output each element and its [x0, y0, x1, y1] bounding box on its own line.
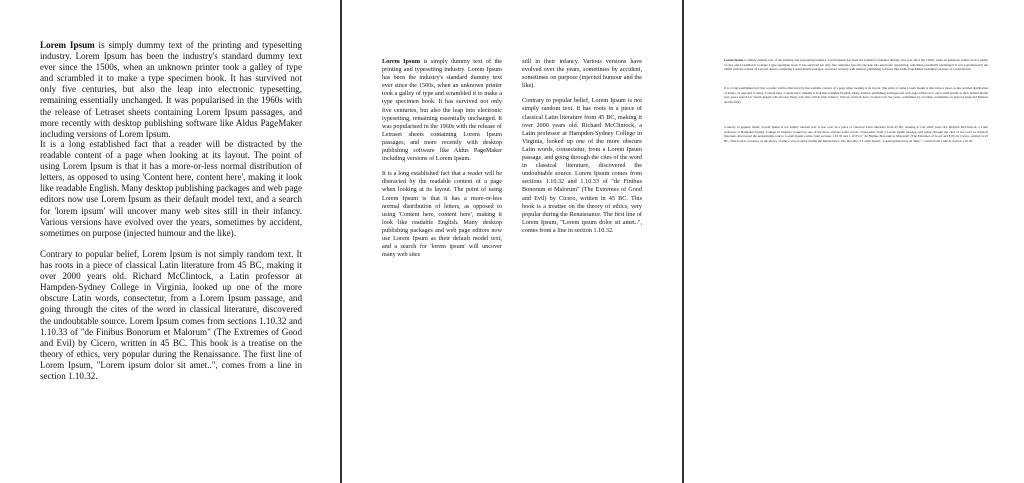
column-paragraph-2: It is a long established fact that a reader will be distracted by the readable content of a page when looking at its layout. The point of using Lorem Ipsum is that it has a more-or-less normal distribution of letters, as opposed to using 'Content here, content here', making it look like readable English. Many desktop publishing packages and web page editors now use Lorem Ipsum as their default model text, and a search for 'lorem ipsum' will uncover many web sites	[382, 170, 502, 259]
document-page-1	[0, 0, 340, 483]
column-left	[382, 58, 502, 266]
lorem-ipsum-term: Lorem Ipsum	[724, 58, 744, 62]
document-page-2	[342, 0, 682, 483]
paragraph-1-text: is simply dummy text of the printing and typesetting industry. Lorem Ipsum has been the industry's standard dummy text ever since the 1500s, when an unknown printer took a galley of type and scrambled it to make a type specimen book. It has survived not only five centuries, but also the leap into electronic typesetting, remaining essentially unchanged. It was popularised in the 1960s with the release of Letraset sheets containing Lorem Ipsum passages, and more recently with desktop publishing software like Aldus PageMaker including versions of Lorem Ipsum.	[724, 58, 989, 72]
small-paragraph-2: It is a long established fact that a reader will be distracted by the readable content of a page when looking at its layout. The point of using Lorem Ipsum is that it has a more-or-less normal distribution of letters, as opposed to using 'Content here, content here', making it look like readable English. Many desktop publishing packages and web page editors now use Lorem Ipsum as their default model text, and a search for 'lorem ipsum' will uncover many web sites still in their infancy. Various versions have evolved over the years, sometimes by accident, sometimes on purpose (injected humour and the like).	[724, 86, 988, 105]
column-paragraph-3: Contrary to popular belief, Lorem Ipsum is not simply random text. It has roots in a piece of classical Latin literature from 45 BC, making it over 2000 years old. Richard McClintock, a Latin professor at Hampden-Sydney College in Virginia, looked up one of the more obscure Latin words, consectetur, from a Lorem Ipsum passage, and going through the cites of the word in classical literature, discovered the undoubtable source. Lorem Ipsum comes from sections 1.10.32 and 1.10.33 of "de Finibus Bonorum et Malorum" (The Extremes of Good and Evil) by Cicero, written in 45 BC. This book is a treatise on the theory of ethics, very popular during the Renaissance. The first line of Lorem Ipsum, "Lorem ipsum dolor sit amet..", comes from a line in section 1.10.32.	[522, 97, 642, 234]
column-paragraph-1	[382, 58, 502, 163]
paragraph-1-text: is simply dummy text of the printing and typesetting industry. Lorem Ipsum has been the industry's standard dummy text ever since the 1500s, when an unknown printer took a galley of type and scrambled it to make a type specimen book. It has survived not only five centuries, but also the leap into electronic typesetting, remaining essentially unchanged. It was popularised in the 1960s with the release of Letraset sheets containing Lorem Ipsum passages, and more recently with desktop publishing software like Aldus PageMaker including versions of Lorem Ipsum.	[382, 58, 502, 163]
lorem-ipsum-term: Lorem Ipsum	[382, 58, 420, 65]
paragraph-1	[40, 40, 302, 140]
paragraph-3: Contrary to popular belief, Lorem Ipsum is not simply random text. It has roots in a piece of classical Latin literature from 45 BC, making it over 2000 years old. Richard McClintock, a Latin professor at Hampden-Sydney College in Virginia, looked up one of the more obscure Latin words, consectetur, from a Lorem Ipsum passage, and going through the cites of the word in classical literature, discovered the undoubtable source. Lorem Ipsum comes from sections 1.10.32 and 1.10.33 of "de Finibus Bonorum et Malorum" (The Extremes of Good and Evil) by Cicero, written in 45 BC. This book is a treatise on the theory of ethics, very popular during the Renaissance. The first line of Lorem Ipsum, "Lorem ipsum dolor sit amet..", comes from a line in section 1.10.32.	[40, 249, 302, 382]
small-paragraph-3: Contrary to popular belief, Lorem Ipsum is not simply random text. It has roots in a piece of classical Latin literature from 45 BC, making it over 2000 years old. Richard McClintock, a Latin professor at Hampden-Sydney College in Virginia, looked up one of the more obscure Latin words, consectetur, from a Lorem Ipsum passage, and going through the cites of the word in classical literature, discovered the undoubtable source. Lorem Ipsum comes from sections 1.10.32 and 1.10.33 of "de Finibus Bonorum et Malorum" (The Extremes of Good and Evil) by Cicero, written in 45 BC. This book is a treatise on the theory of ethics, very popular during the Renaissance. The first line of Lorem Ipsum, "Lorem ipsum dolor sit amet..", comes from a line in section 1.10.32.	[724, 125, 988, 144]
document-page-3	[684, 0, 1024, 483]
column-paragraph-2-continued: still in their infancy. Various versions have evolved over the years, sometimes by accident, sometimes on purpose (injected humour and the like).	[522, 58, 642, 90]
small-paragraph-1	[724, 58, 988, 72]
lorem-ipsum-term: Lorem Ipsum	[40, 40, 95, 50]
column-right	[522, 58, 642, 242]
paragraph-2: It is a long established fact that a reader will be distracted by the readable content of a page when looking at its layout. The point of using Lorem Ipsum is that it has a more-or-less normal distribution of letters, as opposed to using 'Content here, content here', making it look like readable English. Many desktop publishing packages and web page editors now use Lorem Ipsum as their default model text, and a search for 'lorem ipsum' will uncover many web sites still in their infancy. Various versions have evolved over the years, sometimes by accident, sometimes on purpose (injected humour and the like).	[40, 139, 302, 238]
paragraph-1-text: is simply dummy text of the printing and typesetting industry. Lorem Ipsum has been the industry's standard dummy text ever since the 1500s, when an unknown printer took a galley of type and scrambled it to make a type specimen book. It has survived not only five centuries, but also the leap into electronic typesetting, remaining essentially unchanged. It was popularised in the 1960s with the release of Letraset sheets containing Lorem Ipsum passages, and more recently with desktop publishing software like Aldus PageMaker including versions of Lorem Ipsum.	[40, 40, 302, 139]
